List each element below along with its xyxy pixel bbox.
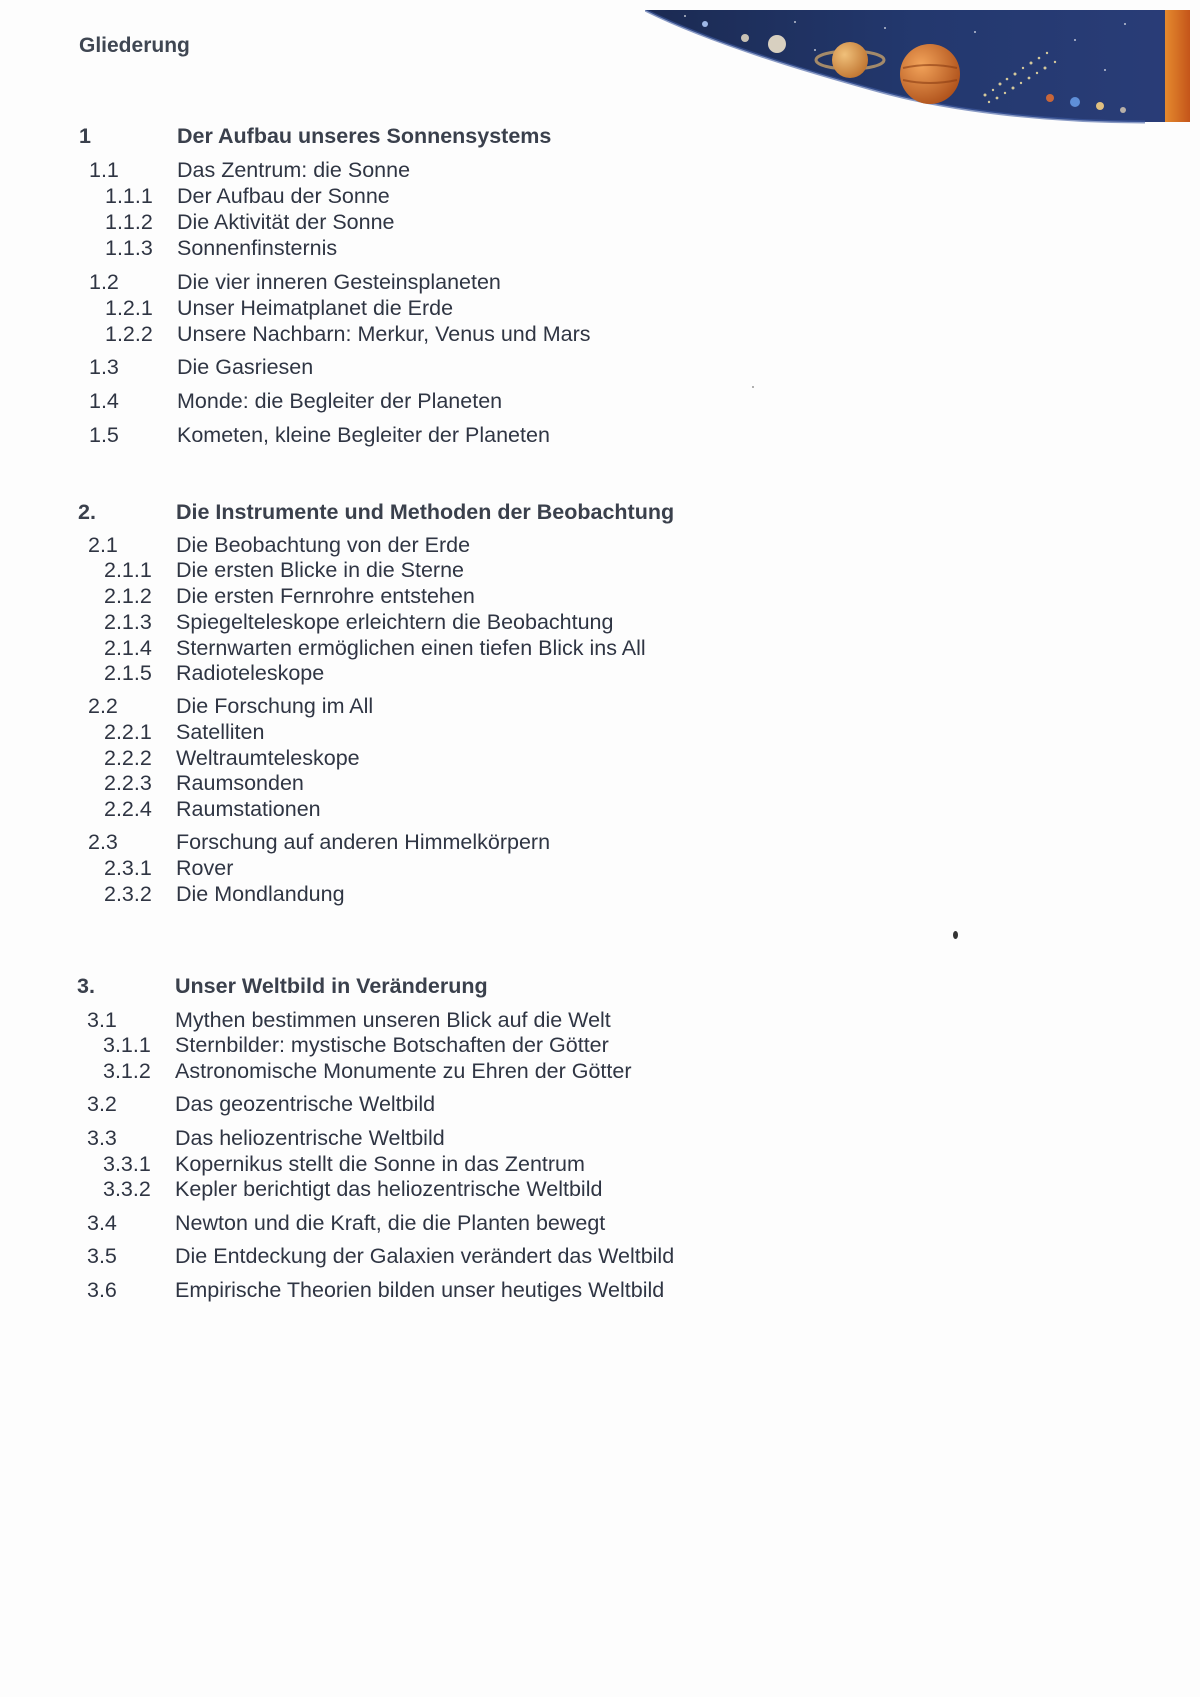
toc-title: Unser Weltbild in Veränderung [175, 974, 488, 998]
toc-title: Kometen, kleine Begleiter der Planeten [177, 423, 550, 447]
toc-number: 1.4 [89, 389, 119, 413]
toc-number: 1.3 [89, 355, 119, 379]
toc-number: 1.2.1 [105, 296, 153, 320]
toc-number: 1.5 [89, 423, 119, 447]
toc-title: Empirische Theorien bilden unser heutiges Weltbild [175, 1278, 665, 1302]
toc-number: 1.1.2 [105, 210, 153, 234]
toc-title: Der Aufbau der Sonne [177, 184, 390, 208]
toc-title: Sternbilder: mystische Botschaften der Götter [175, 1033, 609, 1057]
toc-title: Das Zentrum: die Sonne [177, 158, 411, 182]
toc-number: 2.2.2 [104, 746, 152, 770]
toc-number: 1.2.2 [105, 322, 153, 346]
solar-system-banner-image [645, 10, 1190, 132]
toc-number: 1 [79, 124, 91, 148]
toc-title: Astronomische Monumente zu Ehren der Götter [175, 1059, 632, 1083]
toc-number: 3.3 [87, 1126, 117, 1150]
toc-title: Das geozentrische Weltbild [175, 1092, 436, 1116]
toc-number: 1.1 [89, 158, 119, 182]
toc-title: Weltraumteleskope [176, 746, 360, 770]
toc-title: Die Instrumente und Methoden der Beobachtung [176, 500, 675, 524]
toc-number: 2.2.3 [104, 771, 152, 795]
toc-number: 2.1 [88, 533, 118, 557]
toc-number: 3.1.1 [103, 1033, 151, 1057]
toc-number: 3.3.1 [103, 1152, 151, 1176]
toc-number: 3.4 [87, 1211, 117, 1235]
toc-number: 2.2.4 [104, 797, 152, 821]
toc-title: Die vier inneren Gesteinsplaneten [177, 270, 501, 294]
toc-number: 2.1.5 [104, 661, 152, 685]
toc-number: 2. [78, 500, 96, 524]
toc-number: 2.1.2 [104, 584, 152, 608]
toc-number: 2.3.1 [104, 856, 152, 880]
toc-title: Unsere Nachbarn: Merkur, Venus und Mars [177, 322, 591, 346]
toc-title: Raumstationen [176, 797, 321, 821]
toc-title: Raumsonden [176, 771, 304, 795]
toc-title: Die Aktivität der Sonne [177, 210, 395, 234]
toc-title: Kopernikus stellt die Sonne in das Zentrum [175, 1152, 585, 1176]
toc-number: 1.1.1 [105, 184, 153, 208]
toc-title: Sternwarten ermöglichen einen tiefen Blick ins All [176, 636, 646, 660]
toc-title: Die Mondlandung [176, 882, 345, 906]
toc-number: 2.1.3 [104, 610, 152, 634]
toc-number: 3.2 [87, 1092, 117, 1116]
toc-title: Die ersten Fernrohre entstehen [176, 584, 475, 608]
toc-title: Unser Heimatplanet die Erde [177, 296, 454, 320]
toc-number: 3.1 [87, 1008, 117, 1032]
scan-speck [752, 386, 754, 388]
toc-number: 1.1.3 [105, 236, 153, 260]
toc-number: 2.1.4 [104, 636, 152, 660]
toc-title: Radioteleskope [176, 661, 325, 685]
toc-title: Spiegelteleskope erleichtern die Beobachtung [176, 610, 614, 634]
page-title: Gliederung [79, 34, 190, 57]
toc-title: Monde: die Begleiter der Planeten [177, 389, 503, 413]
toc-title: Mythen bestimmen unseren Blick auf die Welt [175, 1008, 611, 1032]
toc-number: 2.2 [88, 694, 118, 718]
toc-title: Kepler berichtigt das heliozentrische Weltbild [175, 1177, 603, 1201]
scan-speck [953, 931, 958, 939]
toc-title: Die Beobachtung von der Erde [176, 533, 471, 557]
toc-title: Newton und die Kraft, die die Planten bewegt [175, 1211, 606, 1235]
toc-title: Der Aufbau unseres Sonnensystems [177, 124, 552, 148]
toc-number: 2.3 [88, 830, 118, 854]
toc-number: 3.5 [87, 1244, 117, 1268]
toc-number: 3.6 [87, 1278, 117, 1302]
toc-title: Satelliten [176, 720, 265, 744]
toc-title: Forschung auf anderen Himmelkörpern [176, 830, 551, 854]
toc-title: Sonnenfinsternis [177, 236, 338, 260]
toc-title: Die Entdeckung der Galaxien verändert das Weltbild [175, 1244, 675, 1268]
toc-number: 1.2 [89, 270, 119, 294]
toc-number: 2.1.1 [104, 558, 152, 582]
toc-title: Die Gasriesen [177, 355, 314, 379]
toc-title: Rover [176, 856, 234, 880]
toc-number: 3.1.2 [103, 1059, 151, 1083]
toc-number: 3. [77, 974, 95, 998]
toc-number: 3.3.2 [103, 1177, 151, 1201]
toc-title: Die ersten Blicke in die Sterne [176, 558, 465, 582]
toc-number: 2.2.1 [104, 720, 152, 744]
toc-title: Das heliozentrische Weltbild [175, 1126, 445, 1150]
toc-title: Die Forschung im All [176, 694, 374, 718]
toc-number: 2.3.2 [104, 882, 152, 906]
